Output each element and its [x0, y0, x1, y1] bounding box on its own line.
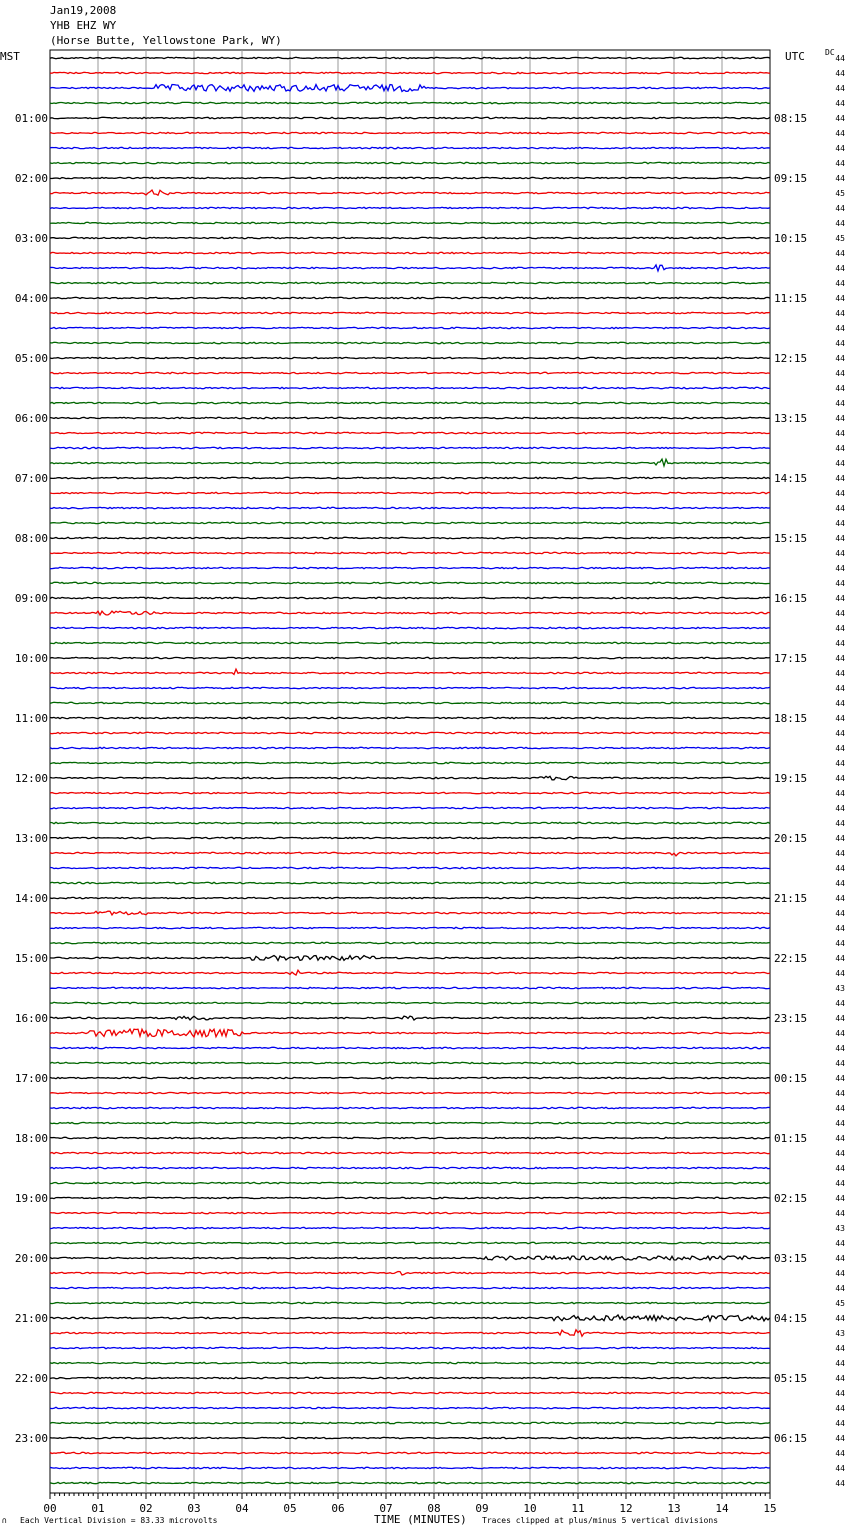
station-location: (Horse Butte, Yellowstone Park, WY): [50, 34, 282, 47]
seismic-trace: [50, 357, 770, 358]
utc-hour-label: 13:15: [774, 412, 808, 425]
dc-offset-label: 45: [835, 189, 845, 198]
seismic-trace: [50, 1422, 770, 1423]
dc-offset-label: 44: [835, 654, 845, 663]
dc-offset-label: 44: [835, 939, 845, 948]
seismic-trace: [50, 1392, 770, 1393]
dc-offset-label: 44: [835, 1419, 845, 1428]
seismic-trace: [50, 970, 770, 975]
dc-offset-label: 44: [835, 1269, 845, 1278]
dc-offset-label: 43: [835, 1224, 845, 1233]
dc-offset-label: 43: [835, 984, 845, 993]
seismic-trace: [50, 190, 770, 195]
seismic-trace: [50, 837, 770, 838]
utc-hour-label: 18:15: [774, 712, 808, 725]
seismic-trace: [50, 1362, 770, 1363]
corner-mark: ∩: [2, 1516, 7, 1525]
vertical-division-note: Each Vertical Division = 83.33 microvolts: [20, 1516, 218, 1525]
dc-offset-label: 43: [835, 1329, 845, 1338]
dc-offset-label: 44: [835, 699, 845, 708]
dc-offset-label: 44: [835, 1074, 845, 1083]
mst-hour-label: 19:00: [14, 1192, 48, 1205]
seismic-trace: [50, 282, 770, 283]
dc-offset-label: 44: [835, 369, 845, 378]
seismic-trace: [50, 1029, 770, 1037]
utc-hour-label: 15:15: [774, 532, 808, 545]
utc-hour-label: 12:15: [774, 352, 808, 365]
dc-offset-label: 44: [835, 1089, 845, 1098]
seismic-trace: [50, 897, 770, 898]
seismic-trace: [50, 987, 770, 988]
utc-hour-label: 05:15: [774, 1372, 808, 1385]
seismic-trace: [50, 265, 770, 271]
seismic-trace: [50, 776, 770, 780]
x-tick-label: 01: [91, 1502, 105, 1515]
dc-offset-label: 44: [835, 1284, 845, 1293]
seismic-trace: [50, 747, 770, 748]
mst-hour-label: 12:00: [14, 772, 48, 785]
dc-offset-label: 44: [835, 114, 845, 123]
x-tick-label: 05: [283, 1502, 297, 1515]
seismic-trace: [50, 1047, 770, 1048]
seismic-trace: [50, 792, 770, 793]
dc-offset-label: 44: [835, 669, 845, 678]
dc-offset-label: 44: [835, 129, 845, 138]
dc-offset-label: 44: [835, 1149, 845, 1158]
seismic-trace: [50, 372, 770, 373]
dc-offset-label: 44: [835, 864, 845, 873]
dc-offset-label: 44: [835, 444, 845, 453]
utc-hour-label: 23:15: [774, 1012, 808, 1025]
mst-hour-label: 22:00: [14, 1372, 48, 1385]
trace-group: [50, 57, 770, 1483]
seismic-trace: [50, 237, 770, 238]
dc-offset-label: 44: [835, 834, 845, 843]
utc-hour-label: 03:15: [774, 1252, 808, 1265]
seismic-trace: [50, 297, 770, 298]
seismic-trace: [50, 1107, 770, 1108]
dc-offset-label: 44: [835, 84, 845, 93]
x-tick-label: 15: [763, 1502, 777, 1515]
seismic-trace: [50, 687, 770, 688]
seismic-trace: [50, 507, 770, 508]
dc-offset-label: 44: [835, 1434, 845, 1443]
dc-offset-label: 44: [835, 174, 845, 183]
seismic-trace: [50, 57, 770, 58]
dc-offset-label: 44: [835, 1314, 845, 1323]
seismic-trace: [50, 642, 770, 643]
mst-hour-label: 21:00: [14, 1312, 48, 1325]
dc-offset-label: 44: [835, 1014, 845, 1023]
dc-offset-label: 44: [835, 729, 845, 738]
seismic-trace: [50, 867, 770, 868]
seismic-trace: [50, 417, 770, 418]
dc-offset-label: 44: [835, 924, 845, 933]
dc-offset-label: 44: [835, 759, 845, 768]
dc-offset-label: 44: [835, 519, 845, 528]
dc-offset-label: 44: [835, 414, 845, 423]
seismic-trace: [50, 132, 770, 133]
seismic-trace: [50, 162, 770, 163]
seismic-trace: [50, 1167, 770, 1168]
left-timezone-label: MST: [0, 50, 20, 63]
seismic-trace: [50, 1227, 770, 1228]
dc-offset-label: 44: [835, 609, 845, 618]
utc-hour-label: 01:15: [774, 1132, 808, 1145]
dc-offset-label: 44: [835, 534, 845, 543]
mst-hour-label: 15:00: [14, 952, 48, 965]
dc-offset-label: 44: [835, 1254, 845, 1263]
dc-offset-label: 44: [835, 1179, 845, 1188]
utc-hour-label: 11:15: [774, 292, 808, 305]
dc-offset-label: 44: [835, 744, 845, 753]
dc-offset-label: 44: [835, 459, 845, 468]
seismic-trace: [50, 207, 770, 208]
seismic-trace: [50, 1092, 770, 1093]
dc-offset-label: 44: [835, 249, 845, 258]
dc-offset-label: 44: [835, 999, 845, 1008]
dc-offset-label: 44: [835, 1194, 845, 1203]
dc-offset-label: 44: [835, 429, 845, 438]
mst-hour-label: 09:00: [14, 592, 48, 605]
dc-offset-label: 44: [835, 1374, 845, 1383]
utc-hour-label: 21:15: [774, 892, 808, 905]
seismic-trace: [50, 1377, 770, 1378]
dc-column-label: DC: [825, 48, 835, 57]
seismic-trace: [50, 147, 770, 148]
dc-offset-label: 44: [835, 774, 845, 783]
minute-grid: [98, 50, 722, 1493]
mst-hour-label: 13:00: [14, 832, 48, 845]
seismic-trace: [50, 1452, 770, 1453]
seismic-trace: [50, 1212, 770, 1213]
x-tick-label: 03: [187, 1502, 201, 1515]
seismic-trace: [50, 432, 770, 433]
seismic-trace: [50, 222, 770, 223]
seismic-trace: [50, 1407, 770, 1408]
dc-offset-label: 44: [835, 54, 845, 63]
seismic-trace: [50, 1137, 770, 1138]
mst-hour-label: 07:00: [14, 472, 48, 485]
mst-hour-label: 03:00: [14, 232, 48, 245]
utc-hour-label: 06:15: [774, 1432, 808, 1445]
dc-offset-label: 44: [835, 714, 845, 723]
x-tick-label: 11: [571, 1502, 585, 1515]
dc-offset-label: 44: [835, 549, 845, 558]
seismic-trace: [50, 552, 770, 553]
dc-offset-label: 44: [835, 1044, 845, 1053]
dc-offset-label: 44: [835, 99, 845, 108]
seismic-trace: [50, 582, 770, 583]
seismic-trace: [50, 927, 770, 928]
dc-offset-label: 44: [835, 1239, 845, 1248]
x-tick-label: 13: [667, 1502, 681, 1515]
seismic-trace: [50, 1002, 770, 1003]
seismic-trace: [50, 447, 770, 448]
dc-offset-label: 44: [835, 324, 845, 333]
seismic-trace: [50, 942, 770, 943]
seismic-trace: [50, 402, 770, 403]
seismic-trace: [50, 717, 770, 718]
dc-offset-label: 44: [835, 849, 845, 858]
seismic-trace: [50, 1016, 770, 1020]
dc-offset-label: 44: [835, 969, 845, 978]
x-tick-label: 14: [715, 1502, 729, 1515]
dc-offset-label: 44: [835, 204, 845, 213]
seismic-trace: [50, 1077, 770, 1078]
mst-hour-label: 02:00: [14, 172, 48, 185]
utc-hour-label: 00:15: [774, 1072, 808, 1085]
dc-offset-label: 44: [835, 1029, 845, 1038]
dc-offset-label: 44: [835, 564, 845, 573]
seismic-trace: [50, 1062, 770, 1063]
seismic-trace: [50, 627, 770, 628]
dc-offset-label: 44: [835, 219, 845, 228]
seismic-trace: [50, 312, 770, 313]
seismic-trace: [50, 611, 770, 615]
seismic-trace: [50, 567, 770, 568]
mst-hour-label: 18:00: [14, 1132, 48, 1145]
x-axis-ticks: [43, 1493, 776, 1515]
mst-hour-label: 14:00: [14, 892, 48, 905]
mst-hour-label: 05:00: [14, 352, 48, 365]
utc-hour-label: 22:15: [774, 952, 808, 965]
utc-hour-label: 19:15: [774, 772, 808, 785]
x-tick-label: 09: [475, 1502, 489, 1515]
dc-offset-label: 44: [835, 594, 845, 603]
seismic-trace: [50, 327, 770, 328]
mst-hour-labels: [15, 112, 48, 1445]
mst-hour-label: 16:00: [14, 1012, 48, 1025]
dc-offset-label: 44: [835, 159, 845, 168]
mst-hour-label: 08:00: [14, 532, 48, 545]
seismic-trace: [50, 882, 770, 883]
mst-hour-label: 23:00: [14, 1432, 48, 1445]
dc-offset-label: 44: [835, 1344, 845, 1353]
mst-hour-label: 01:00: [14, 112, 48, 125]
seismic-trace: [50, 1302, 770, 1303]
seismic-trace: [50, 1152, 770, 1153]
seismic-trace: [50, 1482, 770, 1483]
dc-offset-label: 44: [835, 684, 845, 693]
seismic-trace: [50, 72, 770, 73]
seismic-trace: [50, 702, 770, 703]
seismic-trace: [50, 459, 770, 466]
utc-hour-labels: [774, 112, 807, 1445]
seismic-trace: [50, 1256, 770, 1260]
seismic-trace: [50, 956, 770, 961]
seismic-trace: [50, 669, 770, 674]
dc-offset-label: 44: [835, 1134, 845, 1143]
seismic-trace: [50, 85, 770, 92]
dc-offset-label: 44: [835, 1479, 845, 1488]
x-tick-label: 08: [427, 1502, 441, 1515]
x-tick-label: 02: [139, 1502, 153, 1515]
x-tick-label: 12: [619, 1502, 633, 1515]
dc-offset-label: 44: [835, 339, 845, 348]
dc-offset-label: 44: [835, 144, 845, 153]
dc-offset-label: 44: [835, 639, 845, 648]
seismic-trace: [50, 762, 770, 763]
seismic-trace: [50, 822, 770, 823]
seismic-trace: [50, 252, 770, 253]
utc-hour-label: 10:15: [774, 232, 808, 245]
dc-offset-label: 44: [835, 1359, 845, 1368]
dc-offset-label: 44: [835, 624, 845, 633]
seismic-trace: [50, 1242, 770, 1243]
mst-hour-label: 06:00: [14, 412, 48, 425]
utc-hour-label: 17:15: [774, 652, 808, 665]
dc-offset-label: 44: [835, 1119, 845, 1128]
seismic-trace: [50, 102, 770, 103]
x-tick-label: 00: [43, 1502, 57, 1515]
dc-offset-label: 44: [835, 1164, 845, 1173]
dc-offset-label: 44: [835, 264, 845, 273]
seismic-trace: [50, 597, 770, 598]
utc-hour-label: 09:15: [774, 172, 808, 185]
dc-offset-label: 44: [835, 909, 845, 918]
utc-hour-label: 14:15: [774, 472, 808, 485]
dc-offset-label: 45: [835, 1299, 845, 1308]
mst-hour-label: 17:00: [14, 1072, 48, 1085]
dc-offset-label: 44: [835, 309, 845, 318]
seismic-trace: [50, 1122, 770, 1123]
x-axis-title: TIME (MINUTES): [374, 1513, 467, 1526]
seismic-trace: [50, 852, 770, 856]
seismic-trace: [50, 1182, 770, 1183]
dc-offset-label: 45: [835, 234, 845, 243]
seismic-trace: [50, 342, 770, 343]
dc-offset-label: 44: [835, 489, 845, 498]
dc-offset-label: 44: [835, 69, 845, 78]
dc-offset-label: 44: [835, 879, 845, 888]
dc-offset-label: 44: [835, 1464, 845, 1473]
dc-offset-label: 44: [835, 504, 845, 513]
x-tick-label: 06: [331, 1502, 345, 1515]
dc-offset-label: 44: [835, 789, 845, 798]
utc-hour-label: 02:15: [774, 1192, 808, 1205]
dc-offset-label: 44: [835, 1404, 845, 1413]
dc-offset-labels: [835, 54, 845, 1488]
utc-hour-label: 20:15: [774, 832, 808, 845]
seismic-trace: [50, 522, 770, 523]
dc-offset-label: 44: [835, 384, 845, 393]
recording-date: Jan19,2008: [50, 4, 117, 17]
dc-offset-label: 44: [835, 1104, 845, 1113]
dc-offset-label: 44: [835, 804, 845, 813]
seismic-trace: [50, 1347, 770, 1348]
station-code: YHB EHZ WY: [50, 19, 117, 32]
seismic-trace: [50, 477, 770, 478]
x-tick-label: 10: [523, 1502, 537, 1515]
utc-hour-label: 08:15: [774, 112, 808, 125]
dc-offset-label: 44: [835, 1389, 845, 1398]
seismic-trace: [50, 732, 770, 733]
seismic-trace: [50, 1272, 770, 1276]
seismic-trace: [50, 117, 770, 118]
dc-offset-label: 44: [835, 894, 845, 903]
seismic-trace: [50, 1467, 770, 1468]
right-timezone-label: UTC: [785, 50, 805, 63]
clipping-note: Traces clipped at plus/minus 5 vertical divisions: [482, 1516, 719, 1525]
utc-hour-label: 04:15: [774, 1312, 808, 1325]
dc-offset-label: 44: [835, 399, 845, 408]
seismic-trace: [50, 1197, 770, 1198]
dc-offset-label: 44: [835, 294, 845, 303]
seismic-trace: [50, 1287, 770, 1288]
x-tick-label: 07: [379, 1502, 393, 1515]
seismic-trace: [50, 492, 770, 493]
seismic-trace: [50, 177, 770, 178]
utc-hour-label: 16:15: [774, 592, 808, 605]
mst-hour-label: 10:00: [14, 652, 48, 665]
dc-offset-label: 44: [835, 354, 845, 363]
seismic-trace: [50, 537, 770, 538]
seismic-trace: [50, 657, 770, 658]
dc-offset-label: 44: [835, 279, 845, 288]
seismic-trace: [50, 1437, 770, 1438]
dc-offset-label: 44: [835, 579, 845, 588]
dc-offset-label: 44: [835, 954, 845, 963]
dc-offset-label: 44: [835, 819, 845, 828]
x-tick-label: 04: [235, 1502, 249, 1515]
seismic-trace: [50, 1330, 770, 1336]
mst-hour-label: 20:00: [14, 1252, 48, 1265]
mst-hour-label: 04:00: [14, 292, 48, 305]
dc-offset-label: 44: [835, 1209, 845, 1218]
seismic-trace: [50, 807, 770, 808]
seismic-trace: [50, 1315, 770, 1321]
dc-offset-label: 44: [835, 1059, 845, 1068]
dc-offset-label: 44: [835, 474, 845, 483]
mst-hour-label: 11:00: [14, 712, 48, 725]
seismic-trace: [50, 911, 770, 915]
seismic-trace: [50, 387, 770, 388]
dc-offset-label: 44: [835, 1449, 845, 1458]
